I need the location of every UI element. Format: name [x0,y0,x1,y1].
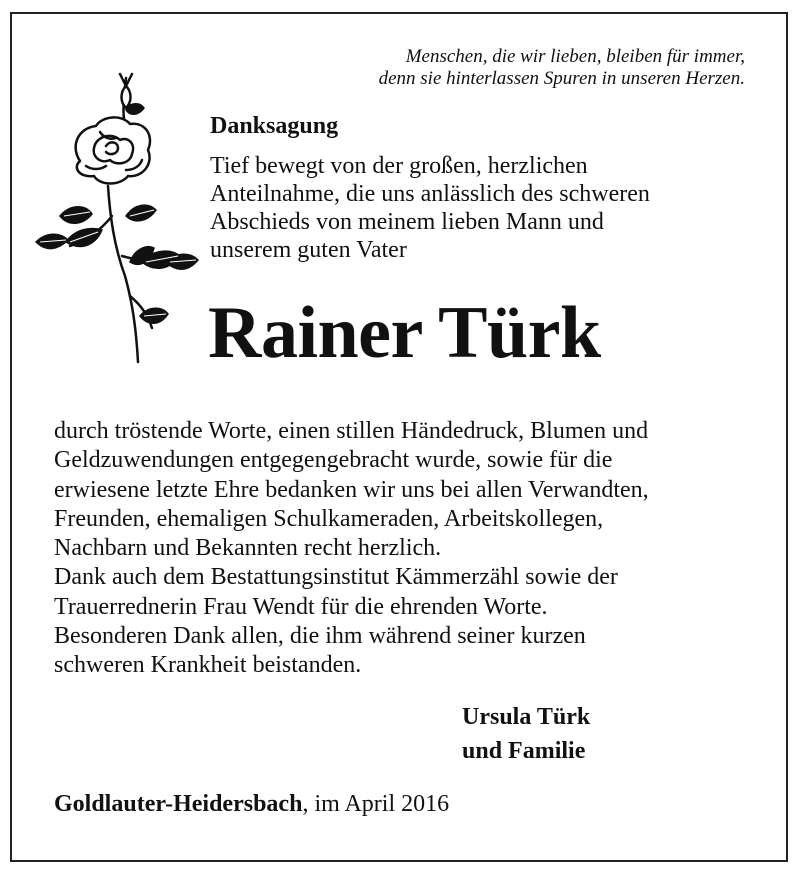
intro-line: Abschieds von meinem lieben Mann und [210,209,604,235]
body-line: durch tröstende Worte, einen stillen Händedruck, Blumen und [54,418,649,444]
body-line: Trauerrednerin Frau Wendt für die ehrenden Worte. [54,593,548,620]
signature [462,700,590,768]
heading-danksagung: Danksagung [210,113,339,139]
body-line: Freunden, ehemaligen Schulkameraden, Arbeitskollegen, [54,505,604,532]
body-line: schweren Krankheit beistanden. [54,652,362,679]
intro-line: Tief bewegt von der großen, herzlichen [210,153,588,179]
motto-line: Menschen, die wir lieben, bleiben für immer, [405,46,745,67]
body-line: Besonderen Dank allen, die ihm während seiner kurzen [54,623,586,650]
deceased-name: Rainer Türk [208,292,601,374]
body-line: Geldzuwendungen entgegengebracht wurde, sowie für die [54,447,613,474]
intro-line: unserem guten Vater [210,237,407,263]
body-line: erwiesene letzte Ehre bedanken wir uns bei allen Verwandten, [54,476,649,503]
date-text: , im April 2016 [302,791,450,817]
body-text [54,417,649,681]
motto-quote [250,46,745,90]
body-line: Nachbarn und Bekannten recht herzlich. [54,535,442,562]
intro-line: Anteilnahme, die uns anlässlich des schweren [210,181,650,207]
signature-family: und Familie [462,738,586,764]
body-line: Dank auch dem Bestattungsinstitut Kämmerzähl sowie der [54,564,618,591]
place-date [54,790,449,818]
rose-icon [30,66,200,366]
signature-name: Ursula Türk [462,704,591,730]
place-name: Goldlauter-Heidersbach [54,791,303,817]
motto-line: denn sie hinterlassen Spuren in unseren Herzen. [378,68,745,89]
intro-text [210,152,650,264]
